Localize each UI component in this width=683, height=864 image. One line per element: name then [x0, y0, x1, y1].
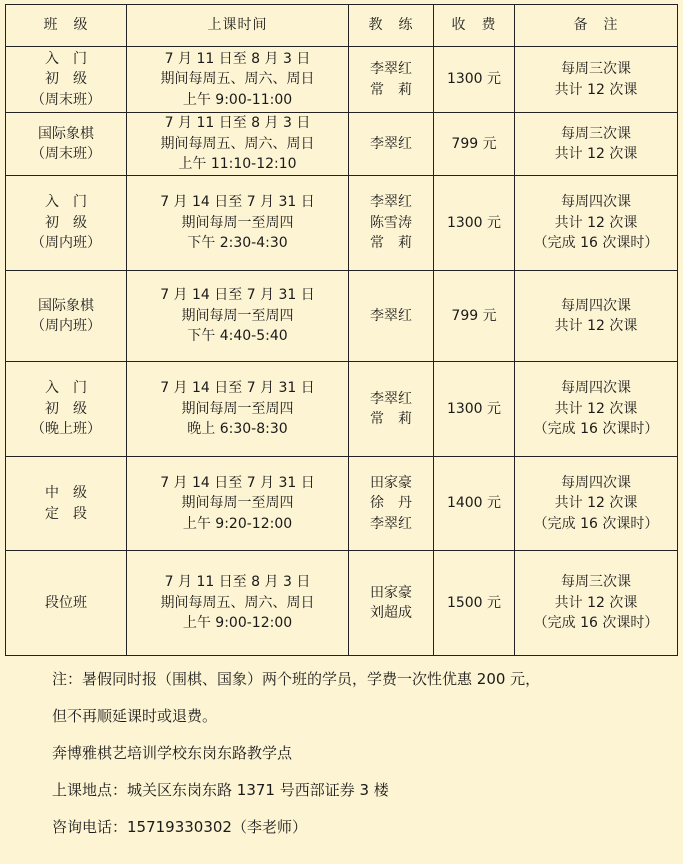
remark-line: 共计 12 次课 — [554, 318, 638, 334]
class-schedule-table — [5, 4, 678, 656]
table-row — [6, 362, 678, 457]
remark-cell — [515, 47, 678, 113]
remark-line: 共计 12 次课 — [554, 81, 638, 98]
remark-line: 每周三次课 — [561, 125, 631, 142]
coach-cell — [349, 551, 434, 656]
table-header-row — [6, 5, 678, 47]
time-line: 期间每周一至周四 — [181, 495, 294, 512]
remark-line: 共计 12 次课 — [554, 594, 638, 611]
time-line: 期间每周五、周六、周日 — [160, 594, 315, 611]
fee-cell: 1300 元 — [434, 176, 515, 271]
time-line: 上午 9:20-12:00 — [182, 515, 293, 532]
remark-line: 共计 12 次课 — [554, 146, 638, 162]
fee-cell: 1400 元 — [434, 457, 515, 551]
coach-line: 陈雪涛 — [370, 214, 412, 231]
coach-cell — [349, 457, 434, 551]
time-line: 下午 4:40-5:40 — [187, 328, 288, 345]
time-cell — [127, 47, 349, 113]
class-cell — [6, 113, 127, 176]
coach-cell — [349, 176, 434, 271]
time-line: 期间每周五、周六、周日 — [160, 71, 315, 88]
fee-cell: 799 元 — [434, 271, 515, 362]
coach-line: 常 莉 — [370, 81, 412, 98]
coach-line: 李翠红 — [370, 194, 412, 211]
coach-line: 李翠红 — [370, 307, 412, 324]
coach-line: 田家豪 — [370, 474, 412, 491]
table-row — [6, 113, 678, 176]
remark-cell — [515, 551, 678, 656]
table-row — [6, 271, 678, 362]
remark-line: 每周四次课 — [561, 474, 631, 491]
class-line: （周内班） — [31, 235, 101, 252]
class-cell — [6, 271, 127, 362]
school-name: 奔博雅棋艺培训学校东岗东路教学点 — [52, 744, 293, 762]
class-line: 初 级 — [45, 400, 87, 417]
coach-line: 刘超成 — [370, 605, 412, 621]
remark-cell — [515, 271, 678, 362]
time-line: 期间每周五、周六、周日 — [160, 135, 315, 152]
discount-note: 注：暑假同时报（围棋、国象）两个班的学员，学费一次性优惠 200 元， — [52, 670, 541, 688]
class-line: （周末班） — [31, 91, 101, 108]
remark-line: 每周三次课 — [561, 61, 631, 77]
time-line: 7 月 14 日至 7 月 31 日 — [160, 474, 315, 491]
fee-cell: 1500 元 — [434, 551, 515, 656]
table-row — [6, 457, 678, 551]
header-coach: 教 练 — [349, 5, 434, 47]
coach-line: 徐 丹 — [370, 495, 412, 512]
time-line: 7 月 14 日至 7 月 31 日 — [160, 194, 315, 211]
class-cell — [6, 551, 127, 656]
class-cell — [6, 176, 127, 271]
contact-phone: 咨询电话：15719330302（李老师） — [52, 818, 307, 836]
class-cell — [6, 457, 127, 551]
time-line: 7 月 14 日至 7 月 31 日 — [160, 287, 315, 304]
table-row — [6, 551, 678, 656]
time-line: 7 月 11 日至 8 月 3 日 — [164, 50, 311, 67]
time-cell — [127, 113, 349, 176]
time-line: 期间每周一至周四 — [181, 307, 294, 324]
coach-line: 李翠红 — [370, 515, 412, 532]
remark-line: 每周四次课 — [561, 297, 631, 314]
fee-cell: 1300 元 — [434, 362, 515, 457]
time-line: 晚上 6:30-8:30 — [187, 421, 288, 438]
time-cell — [127, 176, 349, 271]
remark-line: （完成 16 次课时） — [533, 235, 659, 252]
table-row — [6, 176, 678, 271]
coach-cell — [349, 113, 434, 176]
remark-cell — [515, 113, 678, 176]
notes-section — [52, 664, 672, 849]
time-cell — [127, 362, 349, 457]
remark-line: 每周四次课 — [561, 194, 631, 211]
class-line: （晚上班） — [31, 421, 101, 438]
class-line: 定 段 — [45, 505, 87, 522]
remark-cell — [515, 362, 678, 457]
fee-cell: 1300 元 — [434, 47, 515, 113]
time-cell — [127, 457, 349, 551]
time-cell — [127, 271, 349, 362]
coach-cell — [349, 271, 434, 362]
class-cell — [6, 362, 127, 457]
remark-line: 共计 12 次课 — [554, 400, 638, 417]
header-time: 上课时间 — [127, 5, 349, 47]
class-line: 中 级 — [45, 485, 87, 501]
refund-note: 但不再顺延课时或退费。 — [52, 707, 218, 725]
class-line: 入 门 — [45, 380, 87, 397]
header-fee: 收 费 — [434, 5, 515, 47]
time-line: 上午 11:10-12:10 — [178, 156, 297, 173]
coach-cell — [349, 362, 434, 457]
remark-line: （完成 16 次课时） — [533, 615, 659, 632]
time-line: 期间每周一至周四 — [181, 400, 294, 417]
remark-line: 每周四次课 — [561, 380, 631, 397]
coach-line: 李翠红 — [370, 135, 412, 152]
remark-cell — [515, 176, 678, 271]
remark-line: 共计 12 次课 — [554, 214, 638, 231]
coach-line: 李翠红 — [370, 61, 412, 77]
header-class: 班 级 — [6, 5, 127, 47]
time-line: 上午 9:00-12:00 — [182, 615, 293, 632]
remark-cell — [515, 457, 678, 551]
class-line: 国际象棋 — [38, 125, 94, 142]
fee-cell: 799 元 — [434, 113, 515, 176]
class-line: 初 级 — [45, 214, 87, 231]
coach-line: 田家豪 — [370, 584, 412, 601]
table-row — [6, 47, 678, 113]
time-line: 上午 9:00-11:00 — [182, 91, 293, 108]
coach-line: 常 莉 — [370, 411, 412, 427]
time-line: 7 月 11 日至 8 月 3 日 — [164, 115, 311, 132]
time-line: 期间每周一至周四 — [181, 214, 294, 231]
time-line: 7 月 14 日至 7 月 31 日 — [160, 380, 315, 397]
time-line: 7 月 11 日至 8 月 3 日 — [164, 574, 311, 591]
class-line: （周内班） — [31, 318, 101, 334]
remark-line: 每周三次课 — [561, 574, 631, 591]
remark-line: 共计 12 次课 — [554, 495, 638, 512]
class-cell — [6, 47, 127, 113]
class-line: 初 级 — [45, 71, 87, 88]
header-remark: 备 注 — [515, 5, 678, 47]
time-line: 下午 2:30-4:30 — [187, 235, 288, 252]
class-line: （周末班） — [31, 146, 101, 162]
class-line: 入 门 — [45, 50, 87, 67]
coach-line: 常 莉 — [370, 235, 412, 252]
class-line: 国际象棋 — [38, 297, 94, 314]
time-cell — [127, 551, 349, 656]
class-address: 上课地点：城关区东岗东路 1371 号西部证券 3 楼 — [52, 781, 389, 799]
remark-line: （完成 16 次课时） — [533, 515, 659, 532]
remark-line: （完成 16 次课时） — [533, 421, 659, 438]
coach-line: 李翠红 — [370, 390, 412, 407]
class-line: 入 门 — [45, 194, 87, 211]
class-line: 段位班 — [45, 594, 87, 611]
coach-cell — [349, 47, 434, 113]
